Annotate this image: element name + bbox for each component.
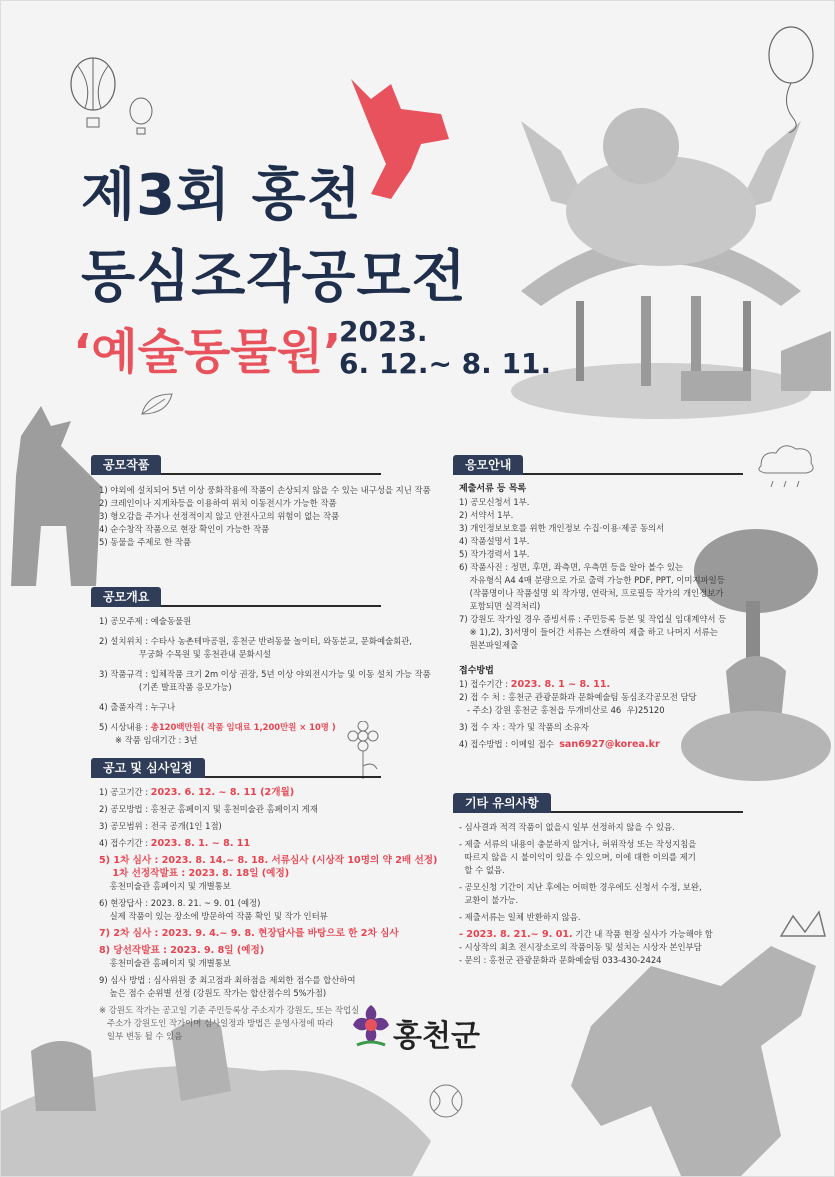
list-item: 2) 공모방법 : 홍천군 홈페이지 및 홍천미술관 홈페이지 게재 xyxy=(99,804,318,814)
list-item: - 시상작의 최초 전시장소로의 작품이동 및 설치는 시상자 본인부담 xyxy=(459,942,702,952)
notes-header-tab: 기타 유의사항 xyxy=(453,793,551,813)
application-header-tab: 응모안내 xyxy=(453,455,523,475)
leaf-icon xyxy=(137,389,177,419)
docs-title: 제출서류 등 목록 xyxy=(459,484,527,494)
list-item: 원본파일제출 xyxy=(459,640,519,650)
list-item xyxy=(459,678,739,691)
list-item: 자유형식 A4 4매 분량으로 가로 출력 가능한 PDF, PPT, 이미지파일등 xyxy=(459,575,725,585)
subtitle: ‘예술동물원’ xyxy=(73,324,342,380)
list-item: 5) 작가경력서 1부. xyxy=(459,549,530,559)
list-item: (작품명이나 작품설명 외 작가명, 연락처, 프로필등 작가의 개인정보가 xyxy=(459,588,724,598)
list-item: - 공모신청 기간이 지난 후에는 어떠한 경우에도 신청서 수정, 보완, xyxy=(459,882,702,892)
list-label: 1) 공고기간 : xyxy=(99,787,151,797)
notes-header xyxy=(453,791,743,813)
note-line: 일부 변동 될 수 있음 xyxy=(99,1031,183,1041)
list-label: 기간 내 작품 현장 실사가 가능해야 함 xyxy=(572,929,713,939)
title-line-2: 동심조각공모전 xyxy=(81,245,467,310)
email-link[interactable]: san6927@korea.kr xyxy=(559,739,660,750)
list-item: 3) 개인정보보호를 위한 개인정보 수집·이용·제공 동의서 xyxy=(459,523,665,533)
tennis-ball-icon xyxy=(426,1081,466,1121)
list-item: 1) 공모신청서 1부. xyxy=(459,497,530,507)
list-item: 3) 접 수 자 : 작가 및 작품의 소유자 xyxy=(459,722,589,732)
list-item: 1차 선정작발표 : 2023. 8. 18일 (예정) xyxy=(99,868,290,879)
works-header-tab: 공모작품 xyxy=(91,455,161,475)
note-line: 주소가 강원도인 작가이며 심사일정과 방법은 운영사정에 따라 xyxy=(99,1018,334,1028)
list-item: 4) 작품설명서 1부. xyxy=(459,536,530,546)
list-item: ※ 작품 임대기간 : 3년 xyxy=(99,735,198,745)
list-item: (기존 발표작품 응모가능) xyxy=(99,682,232,692)
list-item: 2) 크레인이나 지게차등을 이용하여 위치 이동전시가 가능한 작품 xyxy=(99,498,337,508)
list-label: 4) 접수기간 : xyxy=(99,838,151,848)
list-item: 2) 서약서 1부. xyxy=(459,510,514,520)
date-year: 2023. xyxy=(339,315,428,348)
list-item: 5) 동물을 주제로 한 작품 xyxy=(99,537,192,547)
list-item: 1) 야외에 설치되어 5년 이상 풍화작용에 작품이 손상되지 않을 수 있는 내구성을 지닌 작품 xyxy=(99,485,431,495)
list-item: 8) 당선작발표 : 2023. 9. 8일 (예정) xyxy=(99,945,265,956)
list-item: 4) 순수창작 작품으로 현장 확인이 가능한 작품 xyxy=(99,524,270,534)
list-item: 3) 공모범위 : 전국 공개(1인 1점) xyxy=(99,821,222,831)
list-value: 2023. 6. 12. ~ 8. 11 (2개월) xyxy=(150,787,295,798)
works-list xyxy=(99,484,431,549)
list-item: 4) 출품자격 : 누구나 xyxy=(99,702,176,712)
list-item xyxy=(459,738,739,751)
date-period: 6. 12.~ 8. 11. xyxy=(339,347,552,380)
list-item: 5) 1차 심사 : 2023. 8. 14.~ 8. 18. 서류심사 (시상작 10명의 약 2배 선정) xyxy=(99,855,438,866)
list-label: 1) 접수기간 : xyxy=(459,679,511,689)
list-item: 3) 형오감을 주거나 선정적이지 않고 안전사고의 위험이 없는 작품 xyxy=(99,511,340,521)
list-item: - 제출 서류의 내용이 충분하지 않거나, 허위작성 또는 작성지침을 xyxy=(459,839,697,849)
list-value: 2023. 8. 1 ~ 8. 11. xyxy=(510,679,611,690)
list-item xyxy=(99,721,399,734)
list-value: - 2023. 8. 21.~ 9. 01. xyxy=(459,929,573,940)
notes-list xyxy=(459,821,749,967)
award-amount: 총120백만원( 작품 임대료 1,200만원 × 10명 ) xyxy=(150,722,336,732)
schedule-header xyxy=(91,756,381,778)
title-line-1: 제3회 홍천 xyxy=(81,163,362,228)
list-item: 무궁화 수목원 및 홍천관내 문화시설 xyxy=(99,649,271,659)
note-line: ※ 강원도 작가는 공고일 기준 주민등록상 주소지가 강원도, 또는 작업실 xyxy=(99,1005,360,1015)
list-item: 6) 현장답사 : 2023. 8. 21. ~ 9. 01 (예정) xyxy=(99,898,261,908)
list-item: 높은 점수 순위별 선정 (강원도 작가는 합산점수의 5%가점) xyxy=(99,988,327,998)
list-item: 할 수 없음. xyxy=(459,865,505,875)
list-item: 2) 설치위치 : 수타사 농촌테마공원, 홍천군 반려동물 놀이터, 와동분교, 문화예술회관, xyxy=(99,636,413,646)
list-item: ※ 1),2), 3)서명이 들어간 서류는 스캔하여 제출 하고 나머지 서류는 xyxy=(459,627,718,637)
overview-header-tab: 공모개요 xyxy=(91,587,161,607)
method-title: 접수방법 xyxy=(459,666,494,676)
application-list xyxy=(459,480,739,751)
list-item xyxy=(99,837,409,850)
list-item: - 심사결과 적격 작품이 없을시 일부 선정하지 않을 수 있음. xyxy=(459,822,675,832)
list-item: 1) 공모주제 : 예술동물원 xyxy=(99,616,192,626)
list-item xyxy=(99,786,409,799)
list-item: 7) 2차 심사 : 2023. 9. 4.~ 9. 8. 현장답사를 바탕으로 한 2차 심사 xyxy=(99,928,399,939)
list-item: 홍천미술관 홈페이지 및 개별통보 xyxy=(99,881,231,891)
list-item xyxy=(459,928,749,941)
overview-list xyxy=(99,615,431,747)
logo-text: 홍천군 xyxy=(393,1019,480,1054)
balloon-icon xyxy=(761,23,821,133)
list-item: 교환이 불가능. xyxy=(459,895,519,905)
list-item: 포함되면 실격처리) xyxy=(459,601,541,611)
schedule-header-tab: 공고 및 심사일정 xyxy=(91,758,205,778)
award-label: 5) 시상내용 : xyxy=(99,722,151,732)
list-item: - 주소) 강원 홍천군 홍천읍 두개비산로 46 우)25120 xyxy=(459,705,665,715)
list-item: 9) 심사 방법 : 심사위원 중 최고점과 최하점을 제외한 점수를 합산하여 xyxy=(99,975,356,985)
overview-header xyxy=(91,585,381,607)
hot-air-balloon-icon xyxy=(63,56,163,146)
list-item: 홍천미술관 홈페이지 및 개별통보 xyxy=(99,958,231,968)
hongcheon-logo-icon xyxy=(349,1001,393,1051)
list-item: 실제 작품이 있는 장소에 방문하여 작품 확인 및 작가 인터뷰 xyxy=(99,911,328,921)
application-header xyxy=(453,453,743,475)
list-value: 2023. 8. 1. ~ 8. 11 xyxy=(150,838,251,849)
cloud-rain-icon xyxy=(751,441,821,501)
list-item: 2) 접 수 처 : 홍천군 관광문화과 문화예술팀 동심조각공모전 담당 xyxy=(459,692,697,702)
works-header xyxy=(91,453,381,475)
list-item: 따르지 않을 시 불이익이 있을 수 있으며, 이에 대한 이의를 제기 xyxy=(459,852,696,862)
list-item: - 문의 : 홍천군 관광문화과 문화예술팀 033-430-2424 xyxy=(459,955,662,965)
list-item: - 제출서류는 일체 반환하지 않음. xyxy=(459,912,581,922)
list-label: 4) 접수방법 : 이메일 접수 xyxy=(459,739,560,749)
list-item: 7) 강원도 작가일 경우 증빙서류 : 주민등록 등본 및 작업실 임대계약서 등 xyxy=(459,614,727,624)
list-item: 6) 작품사진 : 정면, 후면, 좌측면, 우측면 등을 알아 볼수 있는 xyxy=(459,562,684,572)
list-item: 3) 작품규격 : 입체작품 크기 2m 이상 권장, 5년 이상 야외전시가능 및 이동 설치 가능 작품 xyxy=(99,669,431,679)
